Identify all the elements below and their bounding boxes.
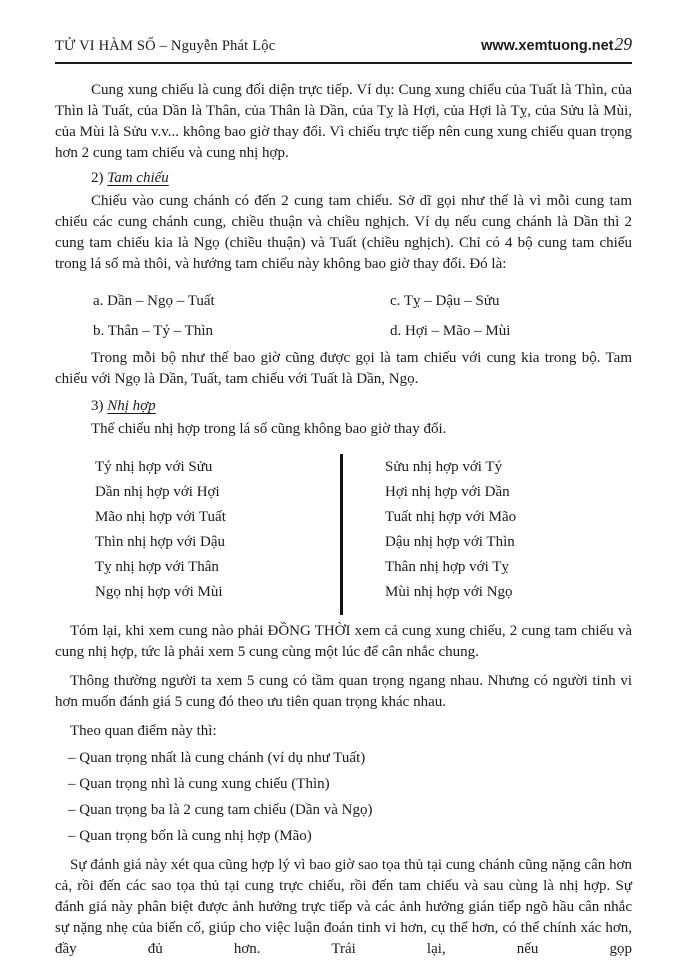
paragraph-su-danh-gia: Sự đánh giá này xét qua cũng hợp lý vì bao giờ sao tọa thủ tại cung chánh cũng nặng cân hơn cả, rồi đến các sao tọa thủ tại cung trực chiếu, rồi đến tam chiếu và sau cùng là nhị hợp. Sự đánh giá này phân biệt được ảnh hưởng trực tiếp và các ảnh hưởng gián tiếp ngõ hầu cân nhắc sự nặng nhẹ của biến cố, giúp cho việc luận đoán tinh vi hơn, cụ thể hơn, có thể chính xác hơn, đầy đủ hơn. Trái lại, nếu gọp <box>55 857 632 957</box>
table-row: Thìn nhị hợp với Dậu <box>95 534 226 550</box>
section-heading-tam-chieu <box>91 168 632 189</box>
book-title: TỬ VI HÀM SỐ – Nguyễn Phát Lộc <box>55 38 276 54</box>
section-number: 2) <box>91 170 108 186</box>
set-a: a. Dần – Ngọ – Tuất <box>93 293 215 309</box>
header-right <box>481 34 632 57</box>
list-item: – Quan trọng bốn là cung nhị hợp (Mão) <box>68 828 312 844</box>
section-title: Nhị hợp <box>107 398 156 414</box>
table-row: Dần nhị hợp với Hợi <box>95 484 220 500</box>
table-row: Tuất nhị hợp với Mão <box>385 509 517 525</box>
table-row: Hợi nhị hợp với Dần <box>385 484 510 500</box>
paragraph-thong-thuong: Thông thường người ta xem 5 cung có tầm quan trọng ngang nhau. Nhưng có người tinh vi hơn muốn đánh giá 5 cung đó theo ưu tiên quan trọng khác nhau. <box>55 673 632 710</box>
table-row: Sửu nhị hợp với Tý <box>385 459 503 475</box>
list-item: – Quan trọng nhất là cung chánh (ví dụ như Tuất) <box>68 750 366 766</box>
table-row: Mùi nhị hợp với Ngọ <box>385 584 513 600</box>
table-row: Mão nhị hợp với Tuất <box>95 509 226 525</box>
table-row: Tỵ nhị hợp với Thân <box>95 559 219 575</box>
section-title: Tam chiếu <box>107 170 169 186</box>
paragraph-xung-chieu: Cung xung chiếu là cung đối diện trực tiếp. Ví dụ: Cung xung chiếu của Tuất là Thìn, của Thìn là Tuất, của Dần là Thân, của Thân là Dần, của Tỵ là Hợi, của Hợi là Tỵ, của Sửu là Mùi, của Mùi là Sửu v.v... không bao giờ thay đổi. Vì chiếu trực tiếp nên cung xung chiếu quan trọng hơn 2 cung tam chiếu và cung nhị hợp. <box>55 82 632 161</box>
set-b: b. Thân – Tý – Thìn <box>93 323 213 339</box>
paragraph-tam-chieu: Chiếu vào cung chánh có đến 2 cung tam chiếu. Sở dĩ gọi như thế là vì mỗi cung tam chiếu các cung chánh cung, chiều thuận và chiều nghịch. Ví dụ nếu cung chánh là Dần thì 2 cung tam chiếu kia là Ngọ (chiều thuận) và Tuất (chiều nghịch). Chỉ có 4 bộ cung tam chiếu trong lá số mà thôi, và hướng tam chiếu này không bao giờ thay đổi. Đó là: <box>55 193 632 272</box>
table-row: Tý nhị hợp với Sửu <box>95 459 213 475</box>
paragraph-theo-quan-diem: Theo quan điểm này thì: <box>70 723 217 739</box>
paragraph-tom-lai: Tóm lại, khi xem cung nào phải ĐỒNG THỜI xem cả cung xung chiếu, 2 cung tam chiếu và cung nhị hợp, tức là phải xem 5 cung cùng một lúc để cân nhắc chung. <box>55 623 632 660</box>
page-header <box>55 34 632 64</box>
nhi-hop-right-column <box>343 454 516 615</box>
priority-list <box>68 748 632 847</box>
table-row: Thân nhị hợp với Tỵ <box>385 559 509 575</box>
paragraph-trong-moi-bo: Trong mỗi bộ như thế bao giờ cũng được gọi là tam chiếu với cung kia trong bộ. Tam chiếu với Ngọ là Dần, Tuất, tam chiếu với Tuất là Dần, Ngọ. <box>55 350 632 387</box>
nhi-hop-table <box>55 454 632 615</box>
paragraph-nhi-hop: Thế chiếu nhị hợp trong lá số cũng không bao giờ thay đổi. <box>91 421 447 437</box>
section-heading-nhi-hop <box>91 396 632 417</box>
section-number: 3) <box>91 398 108 414</box>
list-item: – Quan trọng nhì là cung xung chiếu (Thìn) <box>68 776 330 792</box>
set-d: d. Hợi – Mão – Mùi <box>390 323 511 339</box>
set-c: c. Tỵ – Dậu – Sửu <box>390 293 500 309</box>
table-row: Ngọ nhị hợp với Mùi <box>95 584 223 600</box>
list-item: – Quan trọng ba là 2 cung tam chiếu (Dần và Ngọ) <box>68 802 373 818</box>
table-row: Dậu nhị hợp với Thìn <box>385 534 515 550</box>
tam-chieu-sets <box>93 291 632 342</box>
nhi-hop-left-column <box>55 454 343 615</box>
website-url: www.xemtuong.net <box>481 38 614 54</box>
page-number: 29 <box>614 34 632 54</box>
